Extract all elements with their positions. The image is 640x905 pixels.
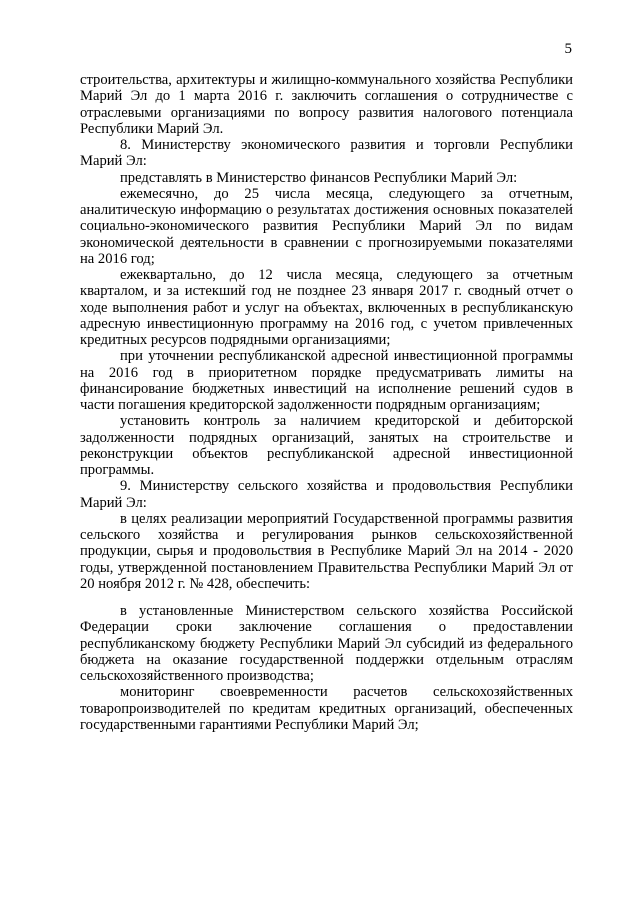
paragraph-quarterly: ежеквартально, до 12 числа месяца, следующего за отчетным кварталом, и за истекший год не позднее 23 января 2017 г. сводный отчет о ходе выполнения работ и услуг на объектах, включенных в республиканскую адресную инвестиционную программу на 2016 год, с учетом привлеченных кредитных ресурсов подрядными организациями; <box>80 267 573 348</box>
paragraph-state-program: в целях реализации мероприятий Государственной программы развития сельского хозяйства и регулирования рынков сельскохозяйственной продукции, сырья и продовольствия в Республике Марий Эл на 2014 - 2020 годы, утвержденной постановлением Правительства Республики Марий Эл от 20 ноября 2012 г. № 428, обеспечить: <box>80 510 573 592</box>
paragraph-monthly: ежемесячно, до 25 числа месяца, следующего за отчетным, аналитическую информацию о результатах достижения основных показателей социально-экономического развития Республики Марий Эл по видам экономической деятельности в сравнении с прогнозируемыми показателями на 2016 год; <box>80 185 573 267</box>
paragraph-program-update: при уточнении республиканской адресной инвестиционной программы на 2016 год в приоритетном порядке предусматривать лимиты на финансирование бюджетных инвестиций на исполнение решений судов в части погашения кредиторской задолженности подрядным организациям; <box>80 348 573 413</box>
paragraph-item-8: 8. Министерству экономического развития и торговли Республики Марий Эл: <box>80 137 573 170</box>
paragraph-continuation: строительства, архитектуры и жилищно-коммунального хозяйства Республики Марий Эл до 1 марта 2016 г. заключить соглашения о сотрудничестве с отраслевыми организациями по вопросу развития налогового потенциала Республики Марий Эл. <box>80 72 573 137</box>
paragraph-monitoring: мониторинг своевременности расчетов сельскохозяйственных товаропроизводителей по кредитам кредитных организаций, обеспеченных государственными гарантиями Республики Марий Эл; <box>80 684 573 733</box>
paragraph-item-9: 9. Министерству сельского хозяйства и продовольствия Республики Марий Эл: <box>80 478 573 511</box>
paragraph-control: установить контроль за наличием кредиторской и дебиторской задолженности подрядных организаций, занятых на строительстве и реконструкции объектов республиканской адресной инвестиционной программы. <box>80 413 573 478</box>
paragraph-agreement: в установленные Министерством сельского хозяйства Российской Федерации сроки заключение соглашения о предоставлении республиканскому бюджету Республики Марий Эл субсидий из федерального бюджета на оказание государственной поддержки отдельным отраслям сельскохозяйственного производства; <box>80 603 573 684</box>
document-body <box>80 72 573 733</box>
paragraph-submit-to-ministry: представлять в Министерство финансов Республики Марий Эл: <box>120 169 518 186</box>
page-number: 5 <box>564 41 572 57</box>
